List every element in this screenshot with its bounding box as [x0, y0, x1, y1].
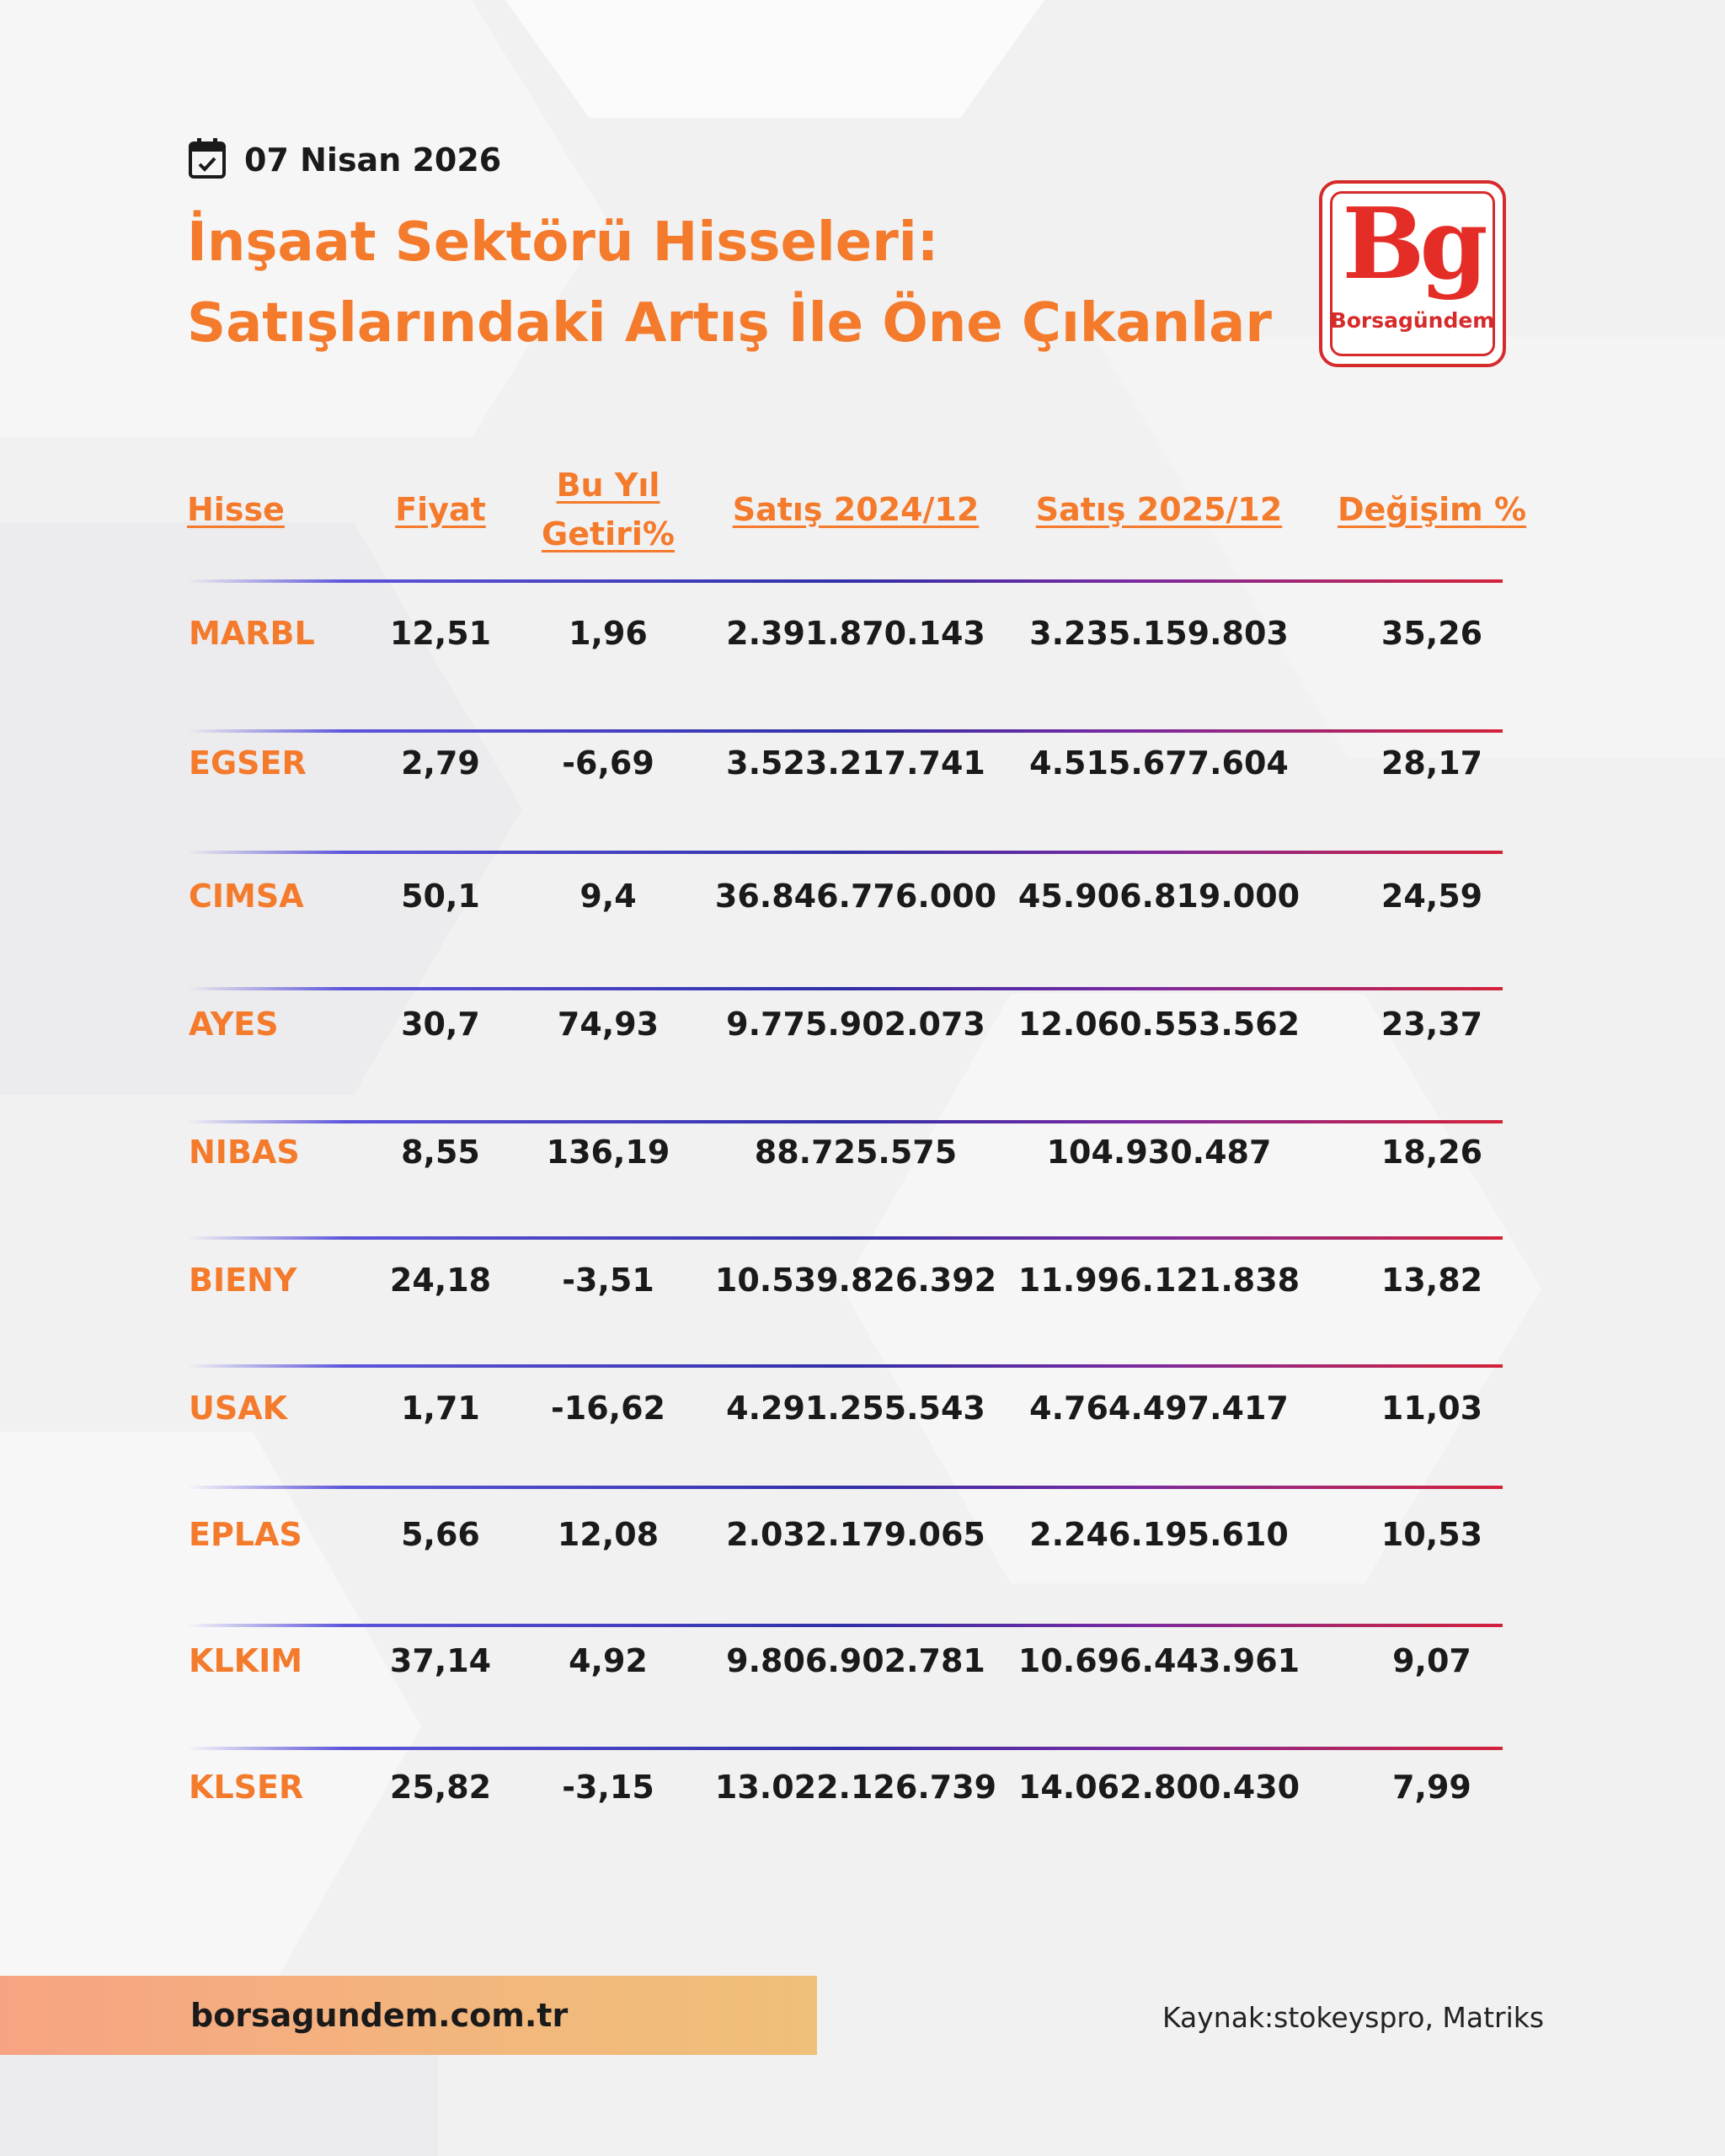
page-title: [187, 202, 1299, 364]
cell-satis-2025: 14.062.800.430: [1017, 1769, 1300, 1806]
cell-degisim: 23,37: [1381, 1006, 1483, 1043]
cell-satis-2024: 9.806.902.781: [726, 1642, 985, 1679]
header-fiyat: Fiyat: [395, 491, 486, 528]
cell-satis-2025: 12.060.553.562: [1017, 1006, 1300, 1043]
row-divider: [187, 1486, 1503, 1489]
table-row: [0, 1505, 1725, 1564]
header-getiri-line2: Getiri%: [542, 515, 675, 552]
cell-fiyat: 1,71: [401, 1390, 480, 1427]
cell-degisim: 24,59: [1381, 878, 1483, 915]
cell-getiri: 136,19: [546, 1134, 670, 1171]
row-divider: [187, 851, 1503, 854]
cell-hisse: MARBL: [189, 615, 315, 652]
cell-satis-2025: 4.515.677.604: [1029, 744, 1289, 782]
header-satis-2024: Satış 2024/12: [732, 491, 980, 528]
date-row: [187, 135, 501, 185]
cell-degisim: 10,53: [1381, 1516, 1483, 1553]
table-row: [0, 995, 1725, 1054]
cell-satis-2024: 36.846.776.000: [714, 878, 997, 915]
cell-satis-2024: 88.725.575: [754, 1134, 958, 1171]
cell-degisim: 28,17: [1381, 744, 1483, 782]
cell-fiyat: 12,51: [389, 615, 492, 652]
row-divider: [187, 579, 1503, 583]
cell-hisse: EPLAS: [189, 1516, 302, 1553]
cell-hisse: KLSER: [189, 1769, 304, 1806]
cell-satis-2025: 10.696.443.961: [1017, 1642, 1300, 1679]
cell-satis-2025: 4.764.497.417: [1029, 1390, 1289, 1427]
cell-getiri: 9,4: [579, 878, 637, 915]
logo-name: Borsagündem: [1330, 308, 1495, 333]
cell-hisse: EGSER: [189, 744, 307, 782]
header-hisse: Hisse: [187, 491, 285, 528]
cell-satis-2024: 2.391.870.143: [726, 615, 985, 652]
cell-fiyat: 24,18: [389, 1262, 492, 1299]
footer-source: Kaynak:stokeyspro, Matriks: [1162, 2001, 1545, 2034]
cell-degisim: 35,26: [1381, 615, 1483, 652]
cell-satis-2024: 9.775.902.073: [726, 1006, 985, 1043]
cell-getiri: -3,15: [562, 1769, 654, 1806]
header-satis-2025: Satış 2025/12: [1035, 491, 1283, 528]
cell-degisim: 18,26: [1381, 1134, 1483, 1171]
cell-satis-2024: 4.291.255.543: [726, 1390, 985, 1427]
table-row: [0, 734, 1725, 792]
table-row: [0, 1631, 1725, 1690]
header-getiri-line1: Bu Yıl: [556, 467, 660, 504]
row-divider: [187, 1624, 1503, 1627]
cell-satis-2025: 3.235.159.803: [1029, 615, 1289, 652]
borsagundem-logo: [1319, 180, 1506, 367]
cell-fiyat: 30,7: [401, 1006, 480, 1043]
date-text: 07 Nisan 2026: [244, 141, 502, 179]
cell-satis-2025: 11.996.121.838: [1017, 1262, 1300, 1299]
cell-getiri: -16,62: [551, 1390, 665, 1427]
cell-fiyat: 25,82: [389, 1769, 492, 1806]
cell-satis-2025: 45.906.819.000: [1017, 878, 1300, 915]
title-line-1: İnşaat Sektörü Hisseleri:: [187, 211, 939, 274]
cell-fiyat: 8,55: [401, 1134, 480, 1171]
row-divider: [187, 729, 1503, 733]
cell-degisim: 13,82: [1381, 1262, 1483, 1299]
cell-satis-2025: 104.930.487: [1046, 1134, 1272, 1171]
cell-satis-2024: 13.022.126.739: [714, 1769, 997, 1806]
title-line-2: Satışlarındaki Artış İle Öne Çıkanlar: [187, 292, 1272, 355]
header-degisim: Değişim %: [1337, 491, 1527, 528]
cell-fiyat: 37,14: [389, 1642, 492, 1679]
cell-degisim: 11,03: [1381, 1390, 1483, 1427]
cell-getiri: 4,92: [569, 1642, 648, 1679]
cell-fiyat: 50,1: [401, 878, 480, 915]
calendar-check-icon: [187, 136, 227, 184]
cell-satis-2024: 10.539.826.392: [714, 1262, 997, 1299]
cell-fiyat: 5,66: [401, 1516, 480, 1553]
header-getiri: [515, 455, 701, 564]
cell-getiri: -6,69: [562, 744, 654, 782]
cell-getiri: 1,96: [569, 615, 648, 652]
cell-hisse: BIENY: [189, 1262, 297, 1299]
row-divider: [187, 1364, 1503, 1368]
cell-degisim: 9,07: [1392, 1642, 1471, 1679]
cell-satis-2025: 2.246.195.610: [1029, 1516, 1289, 1553]
footer-url[interactable]: borsagundem.com.tr: [190, 1997, 569, 2034]
cell-hisse: NIBAS: [189, 1134, 300, 1171]
row-divider: [187, 1236, 1503, 1240]
cell-hisse: KLKIM: [189, 1642, 303, 1679]
logo-mark: Bg: [1342, 187, 1483, 302]
table-row: [0, 1251, 1725, 1310]
cell-satis-2024: 2.032.179.065: [726, 1516, 985, 1553]
row-divider: [187, 987, 1503, 990]
cell-fiyat: 2,79: [401, 744, 480, 782]
table-row: [0, 1123, 1725, 1182]
cell-hisse: CIMSA: [189, 878, 304, 915]
cell-degisim: 7,99: [1392, 1769, 1471, 1806]
table-header: [0, 455, 1725, 564]
cell-getiri: 12,08: [557, 1516, 660, 1553]
cell-satis-2024: 3.523.217.741: [726, 744, 985, 782]
table-row: [0, 604, 1725, 663]
row-divider: [187, 1747, 1503, 1750]
cell-getiri: -3,51: [562, 1262, 654, 1299]
table-row: [0, 1758, 1725, 1817]
table-row: [0, 1379, 1725, 1438]
table-row: [0, 867, 1725, 926]
cell-hisse: AYES: [189, 1006, 279, 1043]
cell-getiri: 74,93: [557, 1006, 660, 1043]
cell-hisse: USAK: [189, 1390, 288, 1427]
